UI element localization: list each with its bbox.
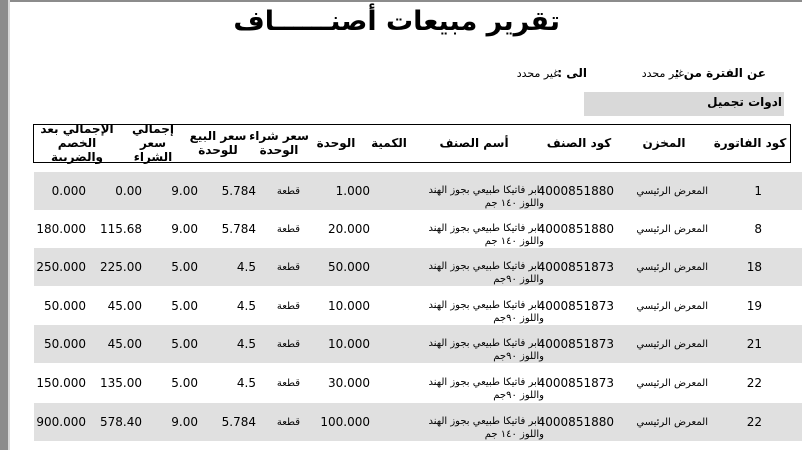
cell-item-code: 4000851873 [537, 299, 614, 313]
cell-invoice-code: 18 [746, 260, 762, 274]
cell-warehouse: المعرض الرئيسي [636, 262, 708, 273]
cell-item-code: 4000851873 [537, 376, 614, 390]
cell-invoice-code: 21 [746, 337, 762, 351]
cell-purchase-price: 4.5 [236, 337, 256, 351]
cell-warehouse: المعرض الرئيسي [636, 301, 708, 312]
cell-purchase-price: 4.5 [236, 376, 256, 390]
col-quantity: الكمية [371, 136, 407, 150]
col-item-code: كود الصنف [546, 136, 612, 150]
cell-purchase-total: 45.00 [107, 337, 142, 351]
item-name-line2: واللوز ٩٠جم [493, 390, 544, 401]
table-row [34, 172, 802, 210]
cell-item-name [428, 415, 544, 441]
window-left-edge [0, 0, 8, 450]
cell-quantity: 10.000 [328, 337, 370, 351]
cell-unit: قطعة [276, 301, 300, 312]
cell-purchase-price: 5.784 [221, 222, 256, 236]
cell-quantity: 30.000 [328, 376, 370, 390]
col-net-total: الإجمالي بعد الخصم والضريبة [40, 122, 114, 164]
cell-quantity: 10.000 [328, 299, 370, 313]
cell-sale-price: 5.00 [171, 337, 198, 351]
cell-unit: قطعة [276, 186, 300, 197]
cell-item-code: 4000851873 [537, 337, 614, 351]
cell-unit: قطعة [276, 339, 300, 350]
cell-unit: قطعة [276, 224, 300, 235]
cell-purchase-price: 5.784 [221, 184, 256, 198]
cell-purchase-price: 5.784 [221, 415, 256, 429]
report-title: تقرير مبيعات أصنــــــاف [233, 6, 560, 37]
item-name-line1: دابر فاتيكا طبيعي بجوز الهند [428, 185, 544, 196]
col-sale-price: سعر البيع للوحدة [189, 129, 247, 157]
cell-item-name [428, 184, 544, 210]
table-row [34, 248, 802, 286]
cell-quantity: 1.000 [335, 184, 370, 198]
cell-invoice-code: 1 [754, 184, 762, 198]
cell-net-total: 150.000 [36, 376, 86, 390]
cell-invoice-code: 19 [746, 299, 762, 313]
item-name-line2: واللوز ٩٠جم [493, 313, 544, 324]
cell-item-name [428, 337, 544, 363]
cell-quantity: 50.000 [328, 260, 370, 274]
col-purchase-price: سعر شراء الوحدة [249, 129, 309, 157]
item-name-line2: واللوز ١٤٠ جم [484, 236, 544, 247]
cell-quantity: 20.000 [328, 222, 370, 236]
table-row [34, 210, 802, 248]
cell-sale-price: 9.00 [171, 184, 198, 198]
cell-net-total: 50.000 [44, 299, 86, 313]
col-invoice-code: كود الفاتورة [713, 136, 787, 150]
col-item-name: أسم الصنف [439, 136, 509, 150]
item-name-line1: دابر فاتيكا طبيعي بجوز الهند [428, 223, 544, 234]
cell-sale-price: 5.00 [171, 260, 198, 274]
cell-item-name [428, 260, 544, 286]
cell-item-name [428, 376, 544, 402]
item-name-line1: دابر فاتيكا طبيعي بجوز الهند [428, 300, 544, 311]
cell-item-name [428, 222, 544, 248]
cell-unit: قطعة [276, 378, 300, 389]
cell-invoice-code: 22 [746, 415, 762, 429]
period-from-label: عن الفترة من : [674, 66, 766, 80]
category-header-bar [584, 92, 784, 116]
cell-unit: قطعة [276, 262, 300, 273]
cell-sale-price: 5.00 [171, 299, 198, 313]
item-name-line2: واللوز ٩٠جم [493, 351, 544, 362]
cell-warehouse: المعرض الرئيسي [636, 224, 708, 235]
window-top-edge [0, 0, 802, 2]
cell-invoice-code: 8 [754, 222, 762, 236]
cell-item-code: 4000851880 [537, 415, 614, 429]
cell-item-code: 4000851880 [537, 222, 614, 236]
period-to-label: الى : [557, 66, 587, 80]
item-name-line2: واللوز ١٤٠ جم [484, 198, 544, 209]
cell-purchase-price: 4.5 [236, 260, 256, 274]
window-left-bevel [8, 0, 10, 450]
cell-purchase-total: 135.00 [100, 376, 142, 390]
cell-sale-price: 9.00 [171, 222, 198, 236]
period-from-value: غير محدد [641, 67, 684, 80]
cell-purchase-total: 578.40 [100, 415, 142, 429]
table-header [33, 124, 791, 163]
item-name-line2: واللوز ٩٠جم [493, 274, 544, 285]
item-name-line1: دابر فاتيكا طبيعي بجوز الهند [428, 261, 544, 272]
cell-warehouse: المعرض الرئيسي [636, 417, 708, 428]
cell-invoice-code: 22 [746, 376, 762, 390]
item-name-line1: دابر فاتيكا طبيعي بجوز الهند [428, 377, 544, 388]
item-name-line1: دابر فاتيكا طبيعي بجوز الهند [428, 338, 544, 349]
cell-purchase-total: 0.00 [115, 184, 142, 198]
cell-unit: قطعة [276, 417, 300, 428]
period-to-value: غير محدد [516, 67, 559, 80]
cell-warehouse: المعرض الرئيسي [636, 378, 708, 389]
cell-net-total: 180.000 [36, 222, 86, 236]
table-row [34, 287, 802, 325]
cell-net-total: 900.000 [36, 415, 86, 429]
col-warehouse: المخزن [642, 136, 686, 150]
cell-net-total: 250.000 [36, 260, 86, 274]
cell-net-total: 50.000 [44, 337, 86, 351]
cell-purchase-price: 4.5 [236, 299, 256, 313]
col-purchase-total: إجمالي سعر الشراء [132, 122, 174, 164]
cell-quantity: 100.000 [320, 415, 370, 429]
cell-item-code: 4000851880 [537, 184, 614, 198]
cell-purchase-total: 115.68 [100, 222, 142, 236]
cell-warehouse: المعرض الرئيسي [636, 339, 708, 350]
item-name-line1: دابر فاتيكا طبيعي بجوز الهند [428, 416, 544, 427]
cell-sale-price: 9.00 [171, 415, 198, 429]
col-unit: الوحدة [316, 136, 356, 150]
item-name-line2: واللوز ١٤٠ جم [484, 429, 544, 440]
cell-item-code: 4000851873 [537, 260, 614, 274]
cell-purchase-total: 225.00 [100, 260, 142, 274]
cell-warehouse: المعرض الرئيسي [636, 186, 708, 197]
cell-net-total: 0.000 [51, 184, 86, 198]
table-row [34, 403, 802, 441]
category-name: ادوات تجميل [707, 95, 782, 109]
table-row [34, 364, 802, 402]
cell-sale-price: 5.00 [171, 376, 198, 390]
cell-purchase-total: 45.00 [107, 299, 142, 313]
table-row [34, 325, 802, 363]
cell-item-name [428, 299, 544, 325]
